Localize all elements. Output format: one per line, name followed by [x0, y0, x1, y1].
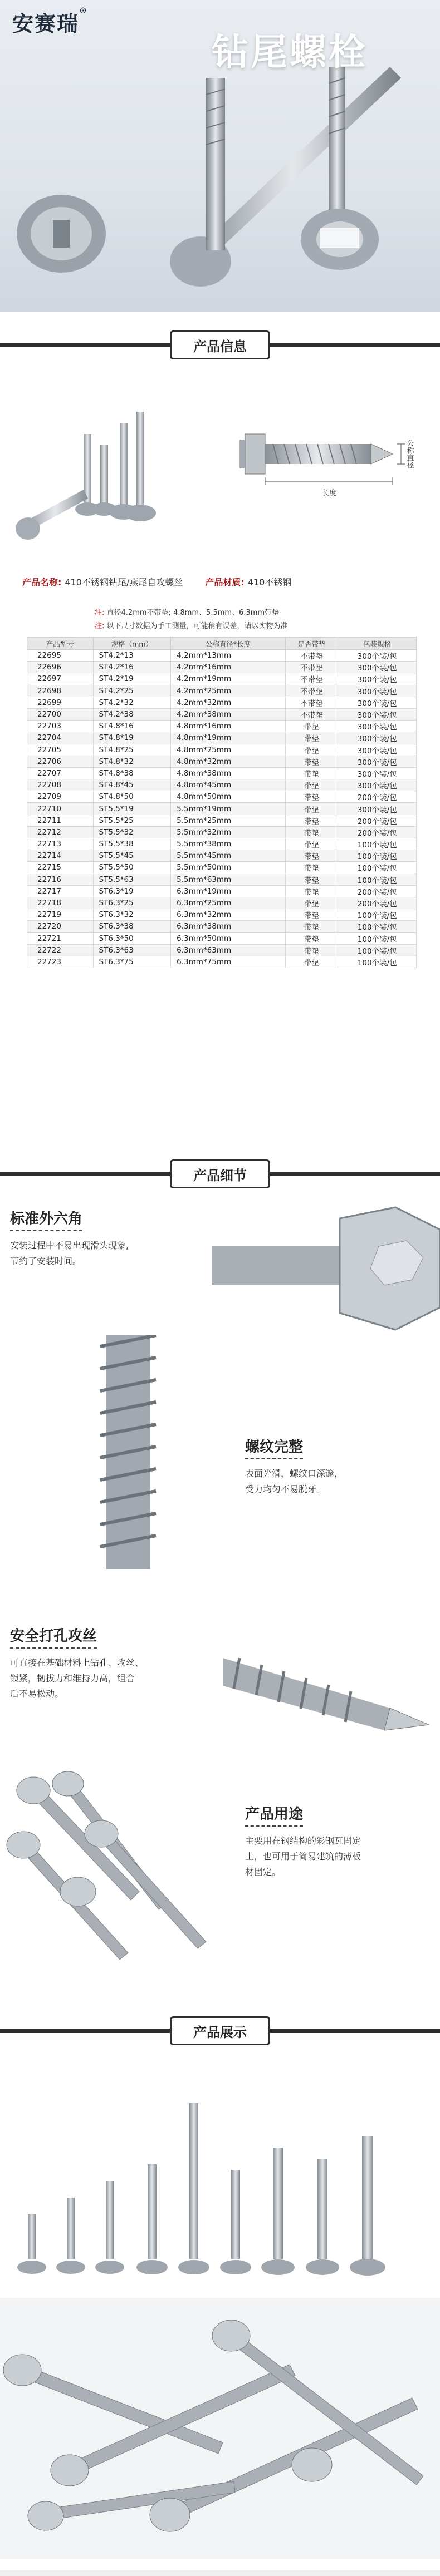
cell-spec: ST5.5*45 — [93, 850, 171, 862]
cell-code: 22695 — [27, 650, 94, 662]
material-value: 410不锈钢 — [247, 576, 292, 588]
table-row — [27, 897, 417, 909]
note1-label: 注: — [95, 609, 105, 617]
material-label: 产品材质: — [205, 576, 245, 588]
feature-desc-line: 主要用在钢结构的彩钢瓦固定 — [245, 1835, 361, 1846]
cell-packaging: 100个装/包 — [338, 921, 417, 932]
cell-dimension: 4.8mm*16mm — [171, 721, 286, 732]
cell-dimension: 6.3mm*25mm — [171, 897, 286, 909]
feature-desc-line: 受力均匀不易脱牙。 — [245, 1484, 326, 1494]
cell-spec: ST4.2*32 — [93, 697, 171, 708]
cell-dimension: 5.5mm*38mm — [171, 838, 286, 850]
col-header-code: 产品型号 — [27, 638, 94, 650]
feature-title: 标准外六角 — [10, 1207, 82, 1231]
cell-code: 22708 — [27, 779, 94, 791]
cell-spec: ST6.3*32 — [93, 909, 171, 921]
col-header-spec: 规格（mm） — [93, 638, 171, 650]
product-name-label: 产品名称: — [22, 576, 62, 588]
cell-spec: ST5.5*32 — [93, 826, 171, 838]
cell-washer: 不带垫 — [285, 708, 338, 720]
note-measurement — [95, 620, 288, 630]
table-header-row — [27, 638, 417, 650]
cell-packaging: 300个装/包 — [338, 721, 417, 732]
cell-code: 22711 — [27, 815, 94, 826]
table-row — [27, 673, 417, 685]
cell-spec: ST5.5*50 — [93, 862, 171, 874]
table-row — [27, 850, 417, 862]
cell-code: 22703 — [27, 721, 94, 732]
feature-desc-line: 安装过程中不易出现滑头现象, — [10, 1240, 129, 1251]
cell-packaging: 200个装/包 — [338, 885, 417, 897]
table-row — [27, 874, 417, 885]
cell-code: 22698 — [27, 685, 94, 697]
cell-code: 22705 — [27, 744, 94, 756]
cell-washer: 带垫 — [285, 909, 338, 921]
cell-packaging: 300个装/包 — [338, 779, 417, 791]
table-row — [27, 909, 417, 921]
cell-packaging: 200个装/包 — [338, 791, 417, 803]
cell-washer: 带垫 — [285, 815, 338, 826]
cell-code: 22723 — [27, 956, 94, 968]
cell-code: 22720 — [27, 921, 94, 932]
cell-spec: ST4.8*45 — [93, 779, 171, 791]
cell-washer: 带垫 — [285, 744, 338, 756]
cell-dimension: 5.5mm*25mm — [171, 815, 286, 826]
cell-washer: 带垫 — [285, 956, 338, 968]
cell-dimension: 6.3mm*19mm — [171, 885, 286, 897]
cell-code: 22719 — [27, 909, 94, 921]
cell-dimension: 4.2mm*16mm — [171, 662, 286, 673]
table-row — [27, 885, 417, 897]
cell-code: 22700 — [27, 708, 94, 720]
cell-dimension: 6.3mm*38mm — [171, 921, 286, 932]
cell-washer: 不带垫 — [285, 673, 338, 685]
cell-dimension: 5.5mm*45mm — [171, 850, 286, 862]
table-row — [27, 662, 417, 673]
cell-spec: ST6.3*75 — [93, 956, 171, 968]
cell-packaging: 100个装/包 — [338, 932, 417, 944]
cell-packaging: 300个装/包 — [338, 697, 417, 708]
table-body — [27, 650, 417, 968]
hero-title: 钻尾螺栓 — [212, 31, 368, 73]
hero-banner — [0, 0, 440, 312]
cell-packaging: 100个装/包 — [338, 838, 417, 850]
cell-spec: ST5.5*19 — [93, 803, 171, 815]
table-row — [27, 756, 417, 767]
cell-dimension: 4.8mm*38mm — [171, 767, 286, 779]
cell-spec: ST5.5*63 — [93, 874, 171, 885]
thread-closeup — [45, 1335, 212, 1569]
note1-text: 直径4.2mm不带垫; 4.8mm、5.5mm、6.3mm带垫 — [106, 609, 280, 617]
diameter-label: 公称直径 — [405, 440, 414, 468]
cell-dimension: 4.2mm*19mm — [171, 673, 286, 685]
table-row — [27, 826, 417, 838]
table-row — [27, 779, 417, 791]
feature-desc-line: 可直接在基础材料上钻孔、攻丝、 — [10, 1657, 144, 1668]
feature-desc — [10, 1238, 194, 1269]
cell-packaging: 300个装/包 — [338, 708, 417, 720]
cell-dimension: 4.2mm*13mm — [171, 650, 286, 662]
table-row — [27, 862, 417, 874]
cell-packaging: 300个装/包 — [338, 803, 417, 815]
note-washer — [95, 606, 279, 617]
cell-dimension: 4.2mm*32mm — [171, 697, 286, 708]
cell-washer: 带垫 — [285, 767, 338, 779]
cell-code: 22699 — [27, 697, 94, 708]
cell-washer: 带垫 — [285, 803, 338, 815]
cell-code: 22718 — [27, 897, 94, 909]
feature-desc — [245, 1833, 429, 1880]
cell-dimension: 5.5mm*19mm — [171, 803, 286, 815]
product-info-row — [22, 573, 429, 590]
cell-washer: 带垫 — [285, 885, 338, 897]
feature-title: 产品用途 — [245, 1803, 303, 1827]
cell-packaging: 100个装/包 — [338, 956, 417, 968]
cell-spec: ST4.8*32 — [93, 756, 171, 767]
feature-hex-head — [10, 1207, 194, 1269]
cell-washer: 带垫 — [285, 838, 338, 850]
cell-washer: 带垫 — [285, 721, 338, 732]
cell-code: 22712 — [27, 826, 94, 838]
table-row — [27, 685, 417, 697]
section-header-info — [0, 328, 440, 362]
cell-code: 22709 — [27, 791, 94, 803]
cell-packaging: 300个装/包 — [338, 732, 417, 744]
cell-dimension: 6.3mm*63mm — [171, 944, 286, 956]
cell-dimension: 4.8mm*50mm — [171, 791, 286, 803]
feature-drill-tap — [10, 1625, 199, 1702]
feature-desc-line: 锁紧，韧拔力和维持力高，组合 — [10, 1673, 135, 1684]
col-header-washer: 是否带垫 — [285, 638, 338, 650]
table-row — [27, 650, 417, 662]
cell-packaging: 300个装/包 — [338, 685, 417, 697]
screw-group — [16, 412, 156, 540]
cell-dimension: 4.2mm*38mm — [171, 708, 286, 720]
feature-desc-line: 后不易松动。 — [10, 1689, 64, 1699]
cell-packaging: 100个装/包 — [338, 850, 417, 862]
section-title-detail: 产品细节 — [170, 1159, 270, 1188]
cell-washer: 带垫 — [285, 944, 338, 956]
cell-washer: 带垫 — [285, 732, 338, 744]
cell-washer: 不带垫 — [285, 650, 338, 662]
product-pile-image — [0, 2298, 440, 2559]
cell-spec: ST4.8*25 — [93, 744, 171, 756]
page-bottom-strip — [0, 2570, 440, 2576]
cell-spec: ST4.2*19 — [93, 673, 171, 685]
table-row — [27, 732, 417, 744]
cell-packaging: 300个装/包 — [338, 673, 417, 685]
drill-tip-closeup — [223, 1625, 440, 1747]
registered-mark: ® — [79, 7, 89, 16]
cell-washer: 不带垫 — [285, 697, 338, 708]
table-row — [27, 815, 417, 826]
cell-code: 22722 — [27, 944, 94, 956]
length-label: 长度 — [322, 489, 337, 497]
cell-packaging: 100个装/包 — [338, 909, 417, 921]
cell-code: 22696 — [27, 662, 94, 673]
cell-spec: ST6.3*63 — [93, 944, 171, 956]
cell-packaging: 300个装/包 — [338, 662, 417, 673]
table-row — [27, 932, 417, 944]
cell-code: 22706 — [27, 756, 94, 767]
cell-code: 22714 — [27, 850, 94, 862]
note2-text: 以下尺寸数据为手工测量，可能稍有误差，请以实物为准 — [106, 622, 288, 630]
cell-dimension: 4.8mm*19mm — [171, 732, 286, 744]
note2-label: 注: — [95, 622, 105, 630]
product-lineup-image — [0, 2059, 440, 2292]
cell-packaging: 100个装/包 — [338, 862, 417, 874]
feature-thread — [245, 1435, 429, 1497]
spec-table — [27, 637, 417, 968]
cell-dimension: 5.5mm*63mm — [171, 874, 286, 885]
table-row — [27, 767, 417, 779]
cell-spec: ST6.3*19 — [93, 885, 171, 897]
cell-spec: ST4.2*25 — [93, 685, 171, 697]
cell-packaging: 200个装/包 — [338, 815, 417, 826]
cell-spec: ST4.2*38 — [93, 708, 171, 720]
feature-title: 螺纹完整 — [245, 1435, 303, 1459]
cell-washer: 带垫 — [285, 756, 338, 767]
feature-desc-line: 材固定。 — [245, 1867, 281, 1877]
cell-spec: ST6.3*25 — [93, 897, 171, 909]
cell-spec: ST4.8*16 — [93, 721, 171, 732]
table-row — [27, 744, 417, 756]
cell-washer: 带垫 — [285, 897, 338, 909]
cell-packaging: 100个装/包 — [338, 874, 417, 885]
cell-packaging: 200个装/包 — [338, 897, 417, 909]
table-row — [27, 708, 417, 720]
cell-packaging: 300个装/包 — [338, 767, 417, 779]
cell-washer: 带垫 — [285, 932, 338, 944]
cell-code: 22707 — [27, 767, 94, 779]
table-row — [27, 791, 417, 803]
cell-washer: 不带垫 — [285, 685, 338, 697]
cell-code: 22717 — [27, 885, 94, 897]
dimensioned-screw — [239, 434, 405, 485]
feature-desc-line: 节约了安装时间。 — [10, 1256, 82, 1266]
cell-code: 22721 — [27, 932, 94, 944]
cell-dimension: 6.3mm*50mm — [171, 932, 286, 944]
feature-desc — [245, 1466, 429, 1497]
cell-dimension: 5.5mm*32mm — [171, 826, 286, 838]
cell-code: 22715 — [27, 862, 94, 874]
cell-packaging: 300个装/包 — [338, 744, 417, 756]
table-row — [27, 721, 417, 732]
cell-dimension: 6.3mm*32mm — [171, 909, 286, 921]
cell-washer: 带垫 — [285, 850, 338, 862]
col-header-pack: 包装规格 — [338, 638, 417, 650]
cell-washer: 带垫 — [285, 826, 338, 838]
cell-code: 22704 — [27, 732, 94, 744]
cell-dimension: 4.2mm*25mm — [171, 685, 286, 697]
section-title-display: 产品展示 — [170, 2016, 270, 2045]
cell-spec: ST4.8*50 — [93, 791, 171, 803]
cell-spec: ST4.8*19 — [93, 732, 171, 744]
feature-title: 安全打孔攻丝 — [10, 1625, 97, 1649]
cell-dimension: 4.8mm*25mm — [171, 744, 286, 756]
section-header-display — [0, 2014, 440, 2047]
cell-packaging: 300个装/包 — [338, 650, 417, 662]
cell-spec: ST5.5*38 — [93, 838, 171, 850]
feature-desc-line: 表面光滑，螺纹口深邃， — [245, 1468, 344, 1479]
feature-usage — [245, 1803, 429, 1880]
cell-washer: 带垫 — [285, 862, 338, 874]
cell-spec: ST4.2*13 — [93, 650, 171, 662]
product-dimension-diagram — [0, 389, 440, 573]
cell-dimension: 4.8mm*32mm — [171, 756, 286, 767]
hex-head-closeup — [212, 1196, 440, 1335]
cell-dimension: 6.3mm*75mm — [171, 956, 286, 968]
cell-spec: ST5.5*25 — [93, 815, 171, 826]
cell-code: 22713 — [27, 838, 94, 850]
brand-logo — [12, 7, 88, 37]
cell-washer: 不带垫 — [285, 662, 338, 673]
table-row — [27, 697, 417, 708]
table-row — [27, 956, 417, 968]
cell-packaging: 300个装/包 — [338, 756, 417, 767]
cell-spec: ST6.3*50 — [93, 932, 171, 944]
cell-washer: 带垫 — [285, 779, 338, 791]
cell-packaging: 200个装/包 — [338, 826, 417, 838]
brand-name: 安赛瑞 — [12, 12, 80, 36]
section-header-detail — [0, 1157, 440, 1191]
cell-washer: 带垫 — [285, 921, 338, 932]
assorted-screws-image — [6, 1764, 228, 1975]
table-row — [27, 921, 417, 932]
cell-spec: ST4.2*16 — [93, 662, 171, 673]
feature-desc — [10, 1655, 199, 1702]
cell-code: 22716 — [27, 874, 94, 885]
cell-code: 22697 — [27, 673, 94, 685]
cell-dimension: 4.8mm*45mm — [171, 779, 286, 791]
cell-spec: ST6.3*38 — [93, 921, 171, 932]
table-row — [27, 838, 417, 850]
cell-code: 22710 — [27, 803, 94, 815]
cell-washer: 带垫 — [285, 791, 338, 803]
cell-spec: ST4.8*38 — [93, 767, 171, 779]
product-name-value: 410不锈钢钻尾/燕尾自攻螺丝 — [65, 576, 183, 588]
cell-dimension: 5.5mm*50mm — [171, 862, 286, 874]
feature-desc-line: 上，也可用于简易建筑的薄板 — [245, 1851, 361, 1862]
col-header-dim: 公称直径*长度 — [171, 638, 286, 650]
cell-washer: 带垫 — [285, 874, 338, 885]
section-title-info: 产品信息 — [170, 330, 270, 359]
table-row — [27, 803, 417, 815]
table-row — [27, 944, 417, 956]
cell-packaging: 100个装/包 — [338, 944, 417, 956]
